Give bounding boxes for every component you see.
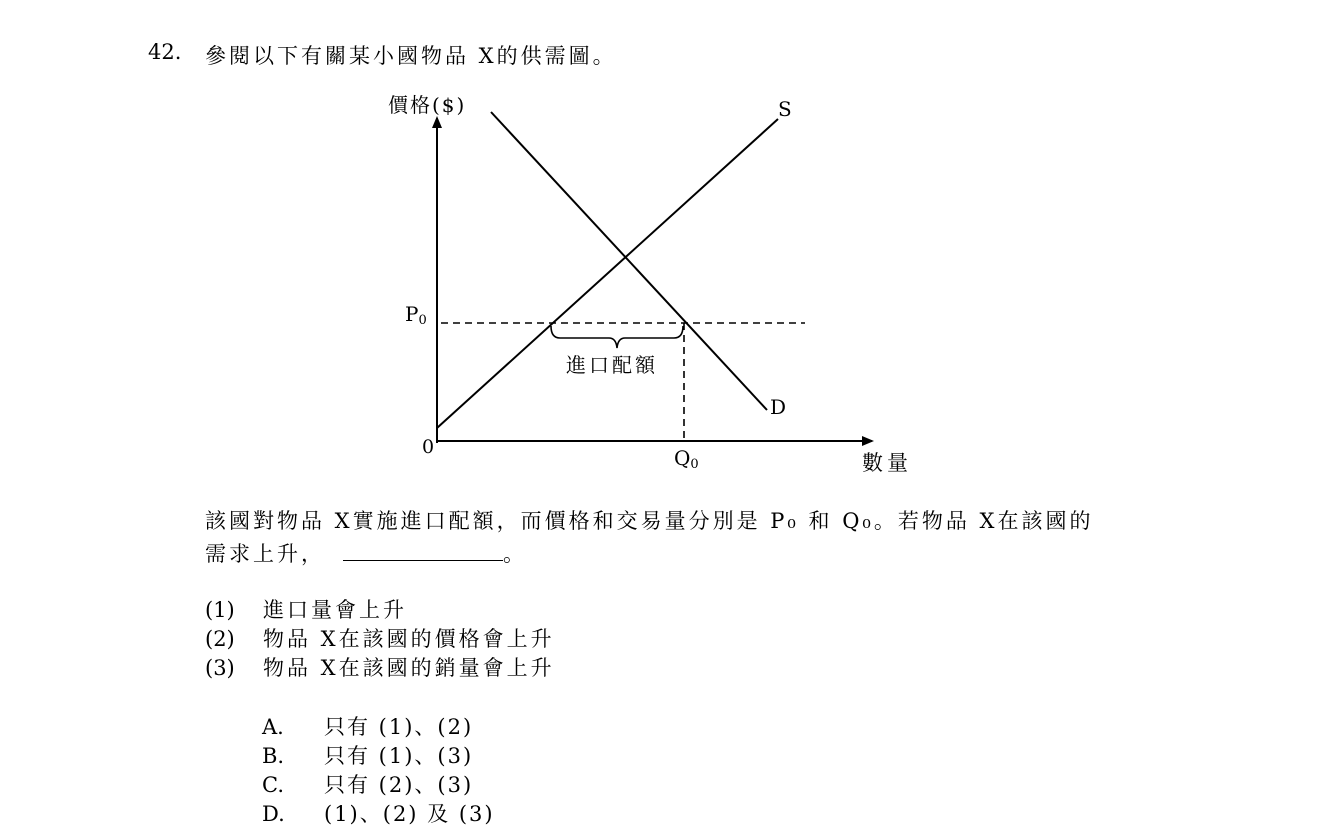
quota-brace: [551, 326, 683, 348]
option-letter: D.: [262, 802, 285, 826]
option-text: (1)、(2) 及 (3): [324, 802, 495, 826]
option-letter: A.: [262, 715, 284, 739]
statement-3: [205, 652, 555, 682]
price-label-p0: P0: [405, 302, 427, 328]
option-text: 只有 (2)、(3): [324, 773, 474, 797]
answer-blank: [343, 538, 503, 561]
y-axis-label: 價格($): [388, 93, 467, 117]
supply-curve: [437, 119, 778, 428]
statement-text: 物品 X在該國的價格會上升: [263, 627, 555, 651]
statement-text: 物品 X在該國的銷量會上升: [263, 656, 555, 680]
option-text: 只有 (1)、(3): [324, 744, 474, 768]
statement-2: [205, 623, 555, 653]
statement-number: (1): [205, 598, 235, 622]
statement-number: (2): [205, 627, 235, 651]
demand-label: D: [770, 395, 787, 419]
option-letter: C.: [262, 773, 284, 797]
statement-number: (3): [205, 656, 235, 680]
supply-label: S: [778, 97, 792, 121]
stem-line-2: [205, 538, 1093, 571]
option-letter: B.: [262, 744, 285, 768]
option-text: 只有 (1)、(2): [324, 715, 474, 739]
import-quota-label: 進口配額: [566, 353, 658, 377]
statement-1: [205, 594, 407, 624]
option-a[interactable]: [262, 711, 473, 741]
stem-line-2-end: 。: [503, 542, 527, 566]
question-title: 參閱以下有關某小國物品 X的供需圖。: [205, 44, 617, 68]
stem-line-1: 該國對物品 X實施進口配額，而價格和交易量分別是 P₀ 和 Q₀。若物品 X在該國的: [205, 509, 1094, 533]
question-number: 42.: [148, 40, 182, 64]
option-d[interactable]: [262, 798, 495, 828]
option-b[interactable]: [262, 740, 473, 770]
option-c[interactable]: [262, 769, 473, 799]
question-stem: [205, 505, 1093, 571]
statement-text: 進口量會上升: [263, 598, 407, 622]
x-axis-label: 數量: [862, 451, 912, 475]
quantity-label-q0: Q0: [674, 446, 699, 472]
origin-label: 0: [422, 436, 435, 458]
stem-line-2-text: 需求上升，: [205, 542, 325, 566]
